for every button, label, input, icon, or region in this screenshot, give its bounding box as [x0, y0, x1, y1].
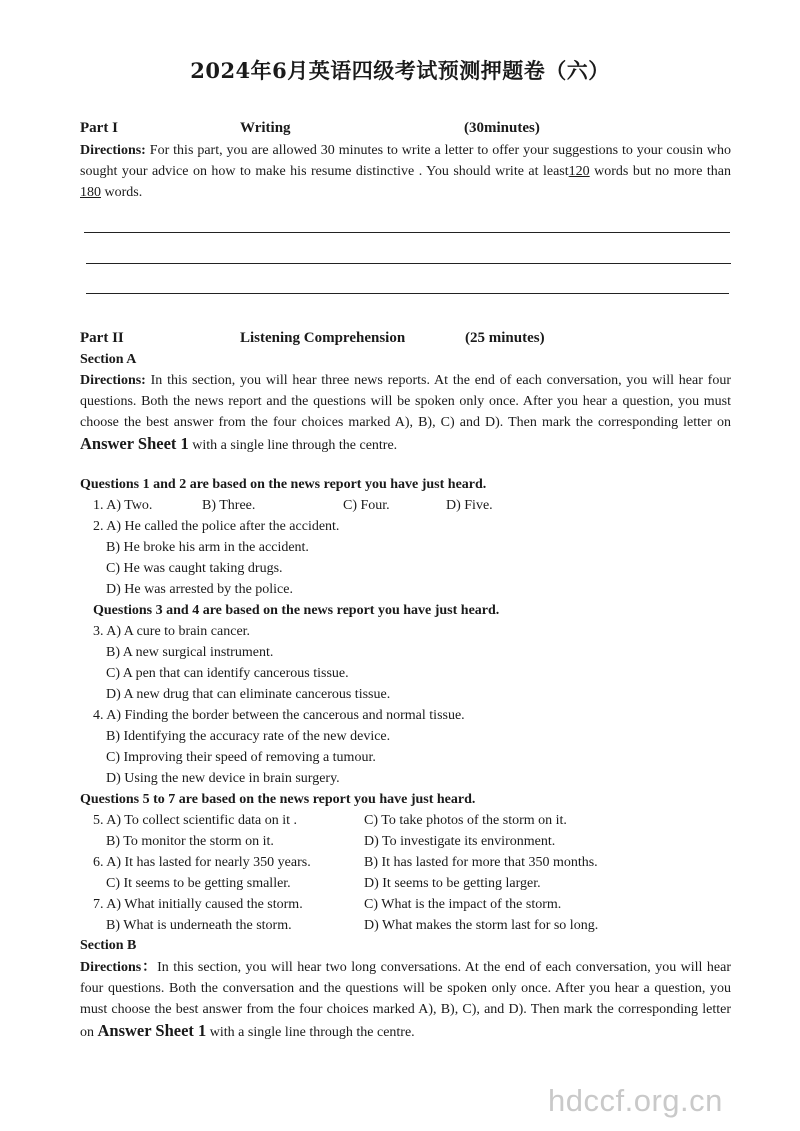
option: C) To take photos of the storm on it. — [364, 813, 567, 828]
directions-label: Directions： — [80, 960, 158, 975]
max-words: 180 — [80, 185, 101, 200]
section-b-heading: Section B — [80, 938, 137, 953]
option: 5. A) To collect scientific data on it . — [93, 813, 298, 828]
option: B) What is underneath the storm. — [106, 918, 292, 933]
option: D) What makes the storm last for so long. — [364, 918, 599, 933]
question-group-header: Questions 1 and 2 are based on the news report you have just heard. — [80, 477, 487, 492]
option: 7. A) What initially caused the storm. — [93, 897, 303, 912]
part2-time: (25 minutes) — [465, 330, 545, 346]
option: D) To investigate its environment. — [364, 834, 556, 849]
watermark: hdccf.org.cn — [548, 1083, 723, 1118]
writing-line — [86, 293, 729, 294]
option: B) A new surgical instrument. — [106, 645, 274, 660]
directions-text: words. — [101, 185, 143, 200]
option: 6. A) It has lasted for nearly 350 years. — [93, 855, 311, 870]
option: C) It seems to be getting smaller. — [106, 876, 291, 891]
directions-text: In this section, you will hear two long conversations. At the end of each conversation, you will hear four questions. Both the conversation and the questions will be spoken only once. After you hear a question, you must choose the best answer from the four choices marked A), B), C), and D). Then mark the corresponding letter on — [80, 960, 731, 1040]
option: C) Four. — [343, 498, 390, 513]
option: 2. A) He called the police after the accident. — [93, 519, 340, 534]
page-title: 2024年6月英语四级考试预测押题卷（六） — [190, 58, 610, 83]
option: C) A pen that can identify cancerous tissue. — [106, 666, 349, 681]
option: 4. A) Finding the border between the cancerous and normal tissue. — [93, 708, 465, 723]
directions-text: words but no more than — [589, 164, 731, 179]
directions-text: For this part, you are allowed 30 minutes to write a letter to offer your suggestions to your cousin who sought your advice on how to make his resume distinctive . You should write at least — [80, 143, 731, 179]
answer-sheet-ref: Answer Sheet 1 — [97, 1021, 207, 1040]
option: D) Five. — [446, 498, 493, 513]
option: D) He was arrested by the police. — [106, 582, 293, 597]
directions-text: with a single line through the centre. — [206, 1025, 415, 1040]
option: B) To monitor the storm on it. — [106, 834, 274, 849]
question-group-header: Questions 5 to 7 are based on the news report you have just heard. — [80, 792, 476, 807]
section-a-directions — [80, 370, 731, 456]
option: D) Using the new device in brain surgery. — [106, 771, 340, 786]
question-group-header: Questions 3 and 4 are based on the news report you have just heard. — [93, 603, 500, 618]
option: C) He was caught taking drugs. — [106, 561, 283, 576]
part2-label: Part II — [80, 330, 124, 346]
part2-name: Listening Comprehension — [240, 330, 406, 346]
option: B) Three. — [202, 498, 256, 513]
directions-text: with a single line through the centre. — [188, 438, 398, 453]
section-a-heading: Section A — [80, 352, 137, 367]
writing-line — [86, 263, 731, 264]
option: B) Identifying the accuracy rate of the new device. — [106, 729, 391, 744]
part1-name: Writing — [240, 120, 291, 136]
option: B) He broke his arm in the accident. — [106, 540, 309, 555]
directions-label: Directions: — [80, 143, 146, 158]
option: D) It seems to be getting larger. — [364, 876, 541, 891]
section-b-directions — [80, 957, 731, 1043]
part1-time: (30minutes) — [464, 120, 540, 136]
option: C) Improving their speed of removing a tumour. — [106, 750, 376, 765]
part1-directions — [80, 140, 731, 203]
directions-label: Directions: — [80, 373, 146, 388]
option: B) It has lasted for more that 350 months. — [364, 855, 598, 870]
part1-label: Part I — [80, 120, 118, 136]
option: C) What is the impact of the storm. — [364, 897, 562, 912]
option: D) A new drug that can eliminate cancerous tissue. — [106, 687, 391, 702]
answer-sheet-ref: Answer Sheet 1 — [80, 434, 189, 453]
writing-line — [84, 232, 730, 233]
option: 3. A) A cure to brain cancer. — [93, 624, 251, 639]
option: 1. A) Two. — [93, 498, 153, 513]
directions-text: In this section, you will hear three news reports. At the end of each conversation, you will hear four questions. Both the news report and the questions will be spoken only once. After you hear a question, you must choose the best answer from the four choices marked A), B), C) and D). Then mark the corresponding letter on — [80, 373, 731, 430]
min-words: 120 — [568, 164, 590, 179]
